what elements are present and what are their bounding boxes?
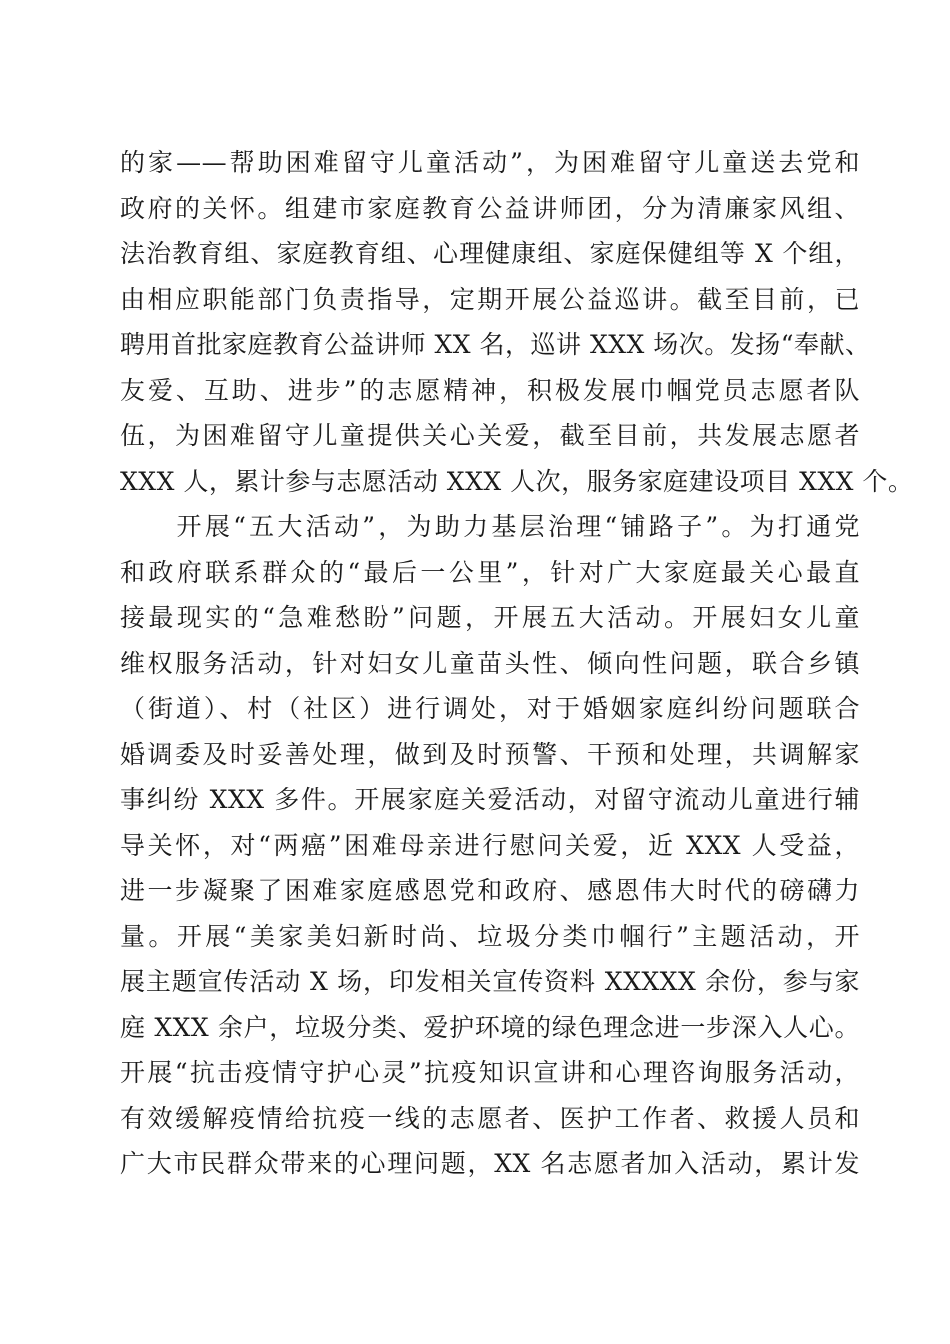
text-line: 聘用首批家庭教育公益讲师 XX 名，巡讲 XXX 场次。发扬“奉献、 <box>120 330 871 359</box>
text-line: 量。开展“美家美妇新时尚、垃圾分类巾帼行”主题活动，开 <box>120 921 860 951</box>
text-line: 开展“抗击疫情守护心灵”抗疫知识宣讲和心理咨询服务活动， <box>120 1058 860 1087</box>
text-line: XXX 人，累计参与志愿活动 XXX 人次，服务家庭建设项目 XXX 个。 <box>120 466 914 496</box>
text-line: 接最现实的“急难愁盼”问题，开展五大活动。开展妇女儿童 <box>120 603 860 632</box>
text-line: 维权服务活动，针对妇女儿童苗头性、倾向性问题，联合乡镇 <box>120 648 860 678</box>
document-body <box>120 140 914 1187</box>
text-line: 广大市民群众带来的心理问题，XX 名志愿者加入活动，累计发 <box>120 1149 860 1178</box>
text-line: （街道）、村（社区）进行调处，对于婚姻家庭纠纷问题联合 <box>120 694 860 723</box>
text-line: 进一步凝聚了困难家庭感恩党和政府、感恩伟大时代的磅礴力 <box>120 876 860 905</box>
text-line: 的家——帮助困难留守儿童活动”，为困难留守儿童送去党和 <box>120 148 860 177</box>
text-line: 导关怀，对“两癌”困难母亲进行慰问关爱，近 XXX 人受益， <box>120 830 860 860</box>
text-line: 庭 XXX 余户，垃圾分类、爱护环境的绿色理念进一步深入人心。 <box>120 1012 860 1042</box>
text-line: 事纠纷 XXX 多件。开展家庭关爱活动，对留守流动儿童进行辅 <box>120 785 860 814</box>
text-line: 展主题宣传活动 X 场，印发相关宣传资料 XXXXX 余份，参与家 <box>120 967 860 996</box>
text-line: 婚调委及时妥善处理，做到及时预警、干预和处理，共调解家 <box>120 739 860 769</box>
text-line: 友爱、互助、进步”的志愿精神，积极发展巾帼党员志愿者队 <box>120 375 860 405</box>
text-line: 伍，为困难留守儿童提供关心关爱，截至目前，共发展志愿者 <box>120 421 860 450</box>
text-line: 政府的关怀。组建市家庭教育公益讲师团，分为清廉家风组、 <box>120 193 860 223</box>
text-line: 法治教育组、家庭教育组、心理健康组、家庭保健组等 X 个组， <box>120 239 860 268</box>
text-line: 由相应职能部门负责指导，定期开展公益巡讲。截至目前，已 <box>120 284 860 314</box>
text-line: 有效缓解疫情给抗疫一线的志愿者、医护工作者、救援人员和 <box>120 1103 860 1133</box>
paragraph-first-line: 开展“五大活动”，为助力基层治理“铺路子”。为打通党 <box>120 512 860 541</box>
text-line: 和政府联系群众的“最后一公里”，针对广大家庭最关心最直 <box>120 557 860 587</box>
